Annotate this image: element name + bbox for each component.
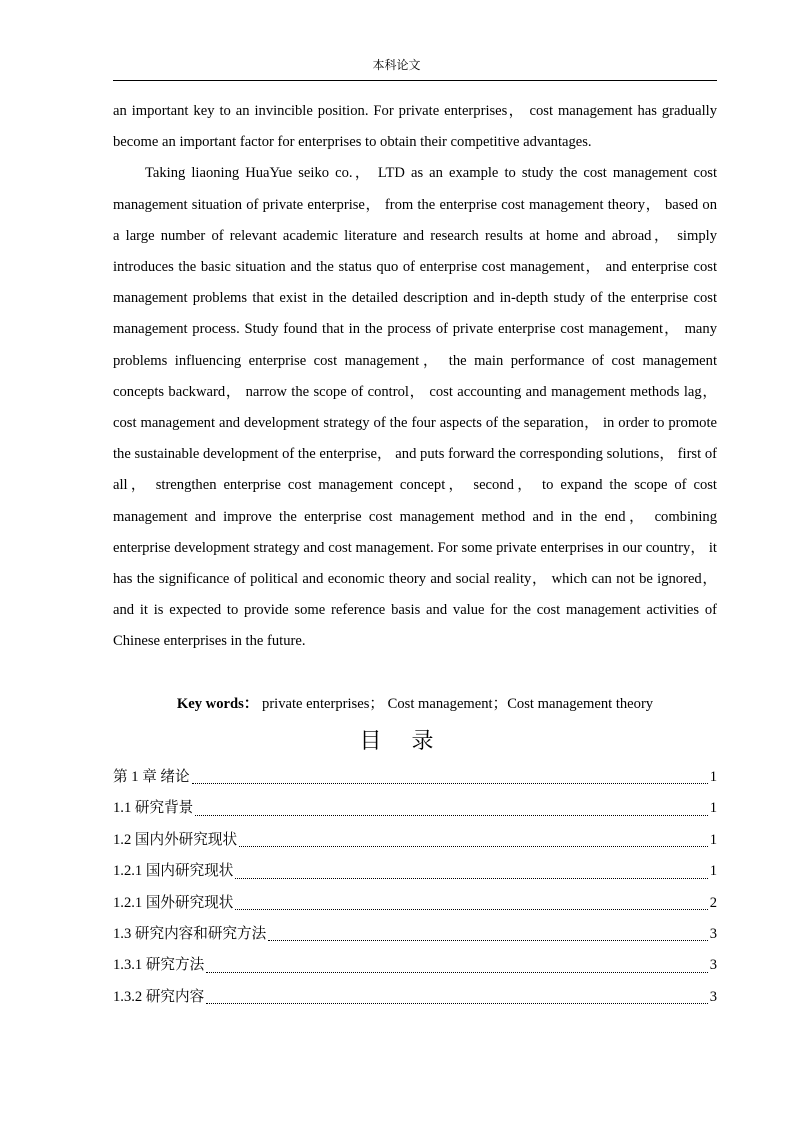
- toc-entry-label: 第 1 章 绪论: [113, 768, 190, 785]
- toc-leader-dots: [235, 878, 707, 879]
- table-of-contents: [113, 762, 717, 1013]
- toc-entry[interactable]: [113, 888, 717, 919]
- toc-entry-label: 1.1 研究背景: [113, 800, 194, 817]
- toc-entry-page: 3: [709, 988, 717, 1005]
- toc-leader-dots: [195, 815, 707, 816]
- running-header: 本科论文: [372, 58, 421, 72]
- toc-leader-dots: [192, 783, 708, 784]
- toc-leader-dots: [239, 846, 708, 847]
- toc-entry[interactable]: [113, 982, 717, 1013]
- toc-entry-label: 1.3.1 研究方法: [113, 957, 205, 974]
- toc-title: 目录: [359, 728, 464, 753]
- toc-entry-page: 3: [709, 925, 717, 942]
- toc-entry-page: 1: [709, 768, 717, 785]
- toc-entry[interactable]: [113, 825, 717, 856]
- toc-leader-dots: [235, 909, 707, 910]
- toc-entry[interactable]: [113, 856, 717, 887]
- toc-entry[interactable]: [113, 919, 717, 950]
- keywords-text: private enterprises； Cost management；Cost management theory: [262, 696, 654, 712]
- abstract-paragraph: an important key to an invincible position. For private enterprises， cost management has gradually become an important factor for enterprises to obtain their competitive advantages.: [113, 103, 717, 151]
- toc-entry[interactable]: [113, 762, 717, 793]
- toc-entry-label: 1.2.1 国外研究现状: [113, 894, 234, 911]
- keywords-line: [113, 689, 717, 720]
- toc-entry[interactable]: [113, 950, 717, 981]
- toc-entry-label: 1.2 国内外研究现状: [113, 831, 238, 848]
- toc-entry-page: 1: [709, 800, 717, 817]
- toc-entry-page: 3: [709, 957, 717, 974]
- abstract-paragraph: Taking liaoning HuaYue seiko co.， LTD as an example to study the cost management cost management situation of private enterprise， from the enterprise cost management theory， based on a large number of relevant academic literature and research results at home and abroad， simply introduces the basic situation and the status quo of enterprise cost management， and enterprise cost management problems that exist in the detailed description and in-depth study of the enterprise cost management process. Study found that in the process of private enterprise cost management， many problems influencing enterprise cost management， the main performance of cost management concepts backward， narrow the scope of control， cost accounting and management methods lag， cost management and development strategy of the four aspects of the separation， in order to promote the sustainable development of the enterprise， and puts forward the corresponding solutions， first of all， strengthen enterprise cost management concept， second， to expand the scope of cost management and improve the enterprise cost management method and in the end， combining enterprise development strategy and cost management. For some private enterprises in our country， it has the significance of political and economic theory and social reality， which can not be ignored， and it is expected to provide some reference basis and value for the cost management activities of Chinese enterprises in the future.: [113, 165, 717, 650]
- toc-leader-dots: [206, 972, 707, 973]
- toc-entry-label: 1.3.2 研究内容: [113, 988, 205, 1005]
- toc-entry-page: 1: [709, 831, 717, 848]
- header-divider: [113, 80, 717, 81]
- toc-entry-label: 1.3 研究内容和研究方法: [113, 925, 267, 942]
- toc-leader-dots: [206, 1003, 707, 1004]
- toc-entry-label: 1.2.1 国内研究现状: [113, 863, 234, 880]
- toc-leader-dots: [268, 940, 707, 941]
- toc-entry[interactable]: [113, 793, 717, 824]
- abstract-body: [113, 96, 717, 658]
- toc-entry-page: 1: [709, 863, 717, 880]
- toc-entry-page: 2: [709, 894, 717, 911]
- keywords-label: Key words：: [176, 696, 259, 712]
